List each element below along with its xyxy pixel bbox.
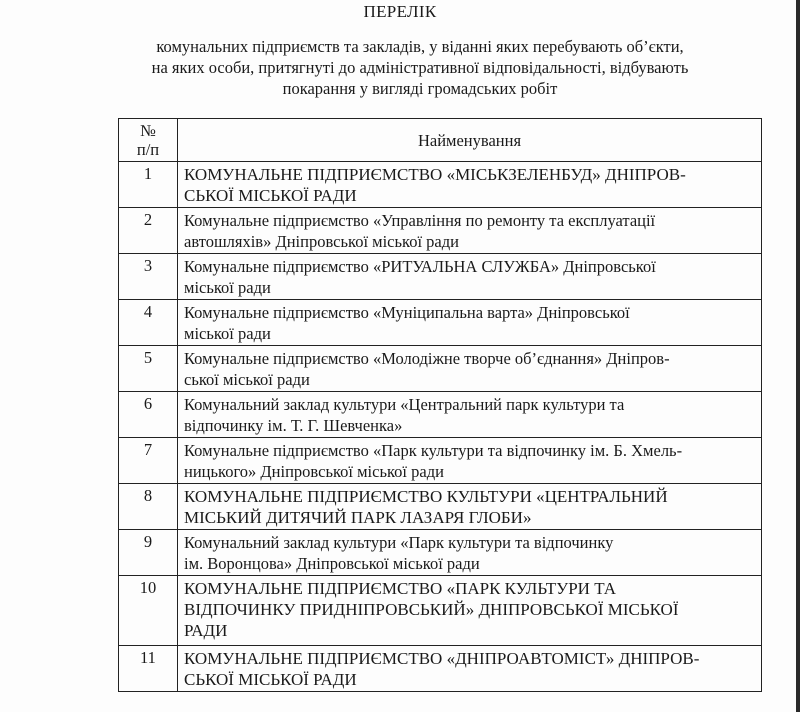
page-edge <box>796 0 800 712</box>
row-name-line: СЬКОЇ МІСЬКОЇ РАДИ <box>184 186 357 205</box>
row-name-line: Комунальне підприємство «Управління по ремонту та експлуатації <box>184 211 656 230</box>
row-name <box>178 438 762 484</box>
row-name-line: КОМУНАЛЬНЕ ПІДПРИЄМСТВО «ДНІПРОАВТОМІСТ» ДНІПРОВ- <box>184 649 700 668</box>
header-number-line: п/п <box>136 140 160 159</box>
row-number: 3 <box>119 254 178 300</box>
row-name <box>178 300 762 346</box>
row-number: 1 <box>119 162 178 208</box>
header-number-line: № <box>140 121 156 140</box>
table-row <box>119 300 762 346</box>
table-row <box>119 162 762 208</box>
row-name-line: КОМУНАЛЬНЕ ПІДПРИЄМСТВО «МІСЬКЗЕЛЕНБУД» ДНІПРОВ- <box>184 165 686 184</box>
row-number: 11 <box>119 646 178 692</box>
row-name <box>178 392 762 438</box>
row-name-line: відпочинку ім. Т. Г. Шевченка» <box>184 416 403 435</box>
row-name <box>178 346 762 392</box>
row-name-line: автошляхів» Дніпровської міської ради <box>184 232 459 251</box>
row-name-line: ВІДПОЧИНКУ ПРИДНІПРОВСЬКИЙ» ДНІПРОВСЬКОЇ МІСЬКОЇ <box>184 600 679 619</box>
row-name-line: Комунальний заклад культури «Центральний парк культури та <box>184 395 625 414</box>
row-number: 4 <box>119 300 178 346</box>
subtitle-line: покарання у вигляді громадських робіт <box>282 79 558 98</box>
row-name-line: ської міської ради <box>184 370 310 389</box>
row-name <box>178 254 762 300</box>
row-number: 10 <box>119 576 178 646</box>
row-name <box>178 484 762 530</box>
table-row <box>119 484 762 530</box>
table-row <box>119 576 762 646</box>
table-row <box>119 530 762 576</box>
row-name-line: КОМУНАЛЬНЕ ПІДПРИЄМСТВО «ПАРК КУЛЬТУРИ ТА <box>184 579 617 598</box>
row-name-line: Комунальне підприємство «Муніципальна варта» Дніпровської <box>184 303 630 322</box>
header-name: Найменування <box>178 119 762 162</box>
row-number: 5 <box>119 346 178 392</box>
row-name-line: ницького» Дніпровської міської ради <box>184 462 444 481</box>
row-name-line: КОМУНАЛЬНЕ ПІДПРИЄМСТВО КУЛЬТУРИ «ЦЕНТРАЛЬНИЙ <box>184 487 668 506</box>
row-name <box>178 530 762 576</box>
table-row <box>119 646 762 692</box>
row-name-line: СЬКОЇ МІСЬКОЇ РАДИ <box>184 670 357 689</box>
row-name-line: міської ради <box>184 324 271 343</box>
row-number: 9 <box>119 530 178 576</box>
document-subtitle <box>60 36 780 99</box>
row-number: 8 <box>119 484 178 530</box>
row-name-line: Комунальне підприємство «Парк культури та відпочинку ім. Б. Хмель- <box>184 441 683 460</box>
table-row <box>119 208 762 254</box>
row-name-line: Комунальне підприємство «Молодіжне творче об’єднання» Дніпров- <box>184 349 670 368</box>
table-header-row <box>119 119 762 162</box>
table-row <box>119 392 762 438</box>
row-number: 6 <box>119 392 178 438</box>
row-number: 7 <box>119 438 178 484</box>
row-name-line: Комунальне підприємство «РИТУАЛЬНА СЛУЖБА» Дніпровської <box>184 257 656 276</box>
row-name <box>178 162 762 208</box>
row-name <box>178 576 762 646</box>
document-title: ПЕРЕЛІК <box>363 2 437 21</box>
row-name <box>178 208 762 254</box>
header-number <box>119 119 178 162</box>
row-name-line: Комунальний заклад культури «Парк культури та відпочинку <box>184 533 614 552</box>
row-name-line: МІСЬКИЙ ДИТЯЧИЙ ПАРК ЛАЗАРЯ ГЛОБИ» <box>184 508 532 527</box>
row-name <box>178 646 762 692</box>
table-row <box>119 346 762 392</box>
row-name-line: РАДИ <box>184 621 228 640</box>
enterprises-table <box>118 118 762 692</box>
table-row <box>119 438 762 484</box>
subtitle-line: на яких особи, притягнуті до адміністративної відповідальності, відбувають <box>151 58 689 77</box>
row-name-line: ім. Воронцова» Дніпровської міської ради <box>184 554 480 573</box>
row-name-line: міської ради <box>184 278 271 297</box>
table-row <box>119 254 762 300</box>
subtitle-line: комунальних підприємств та закладів, у віданні яких перебувають об’єкти, <box>156 37 684 56</box>
row-number: 2 <box>119 208 178 254</box>
